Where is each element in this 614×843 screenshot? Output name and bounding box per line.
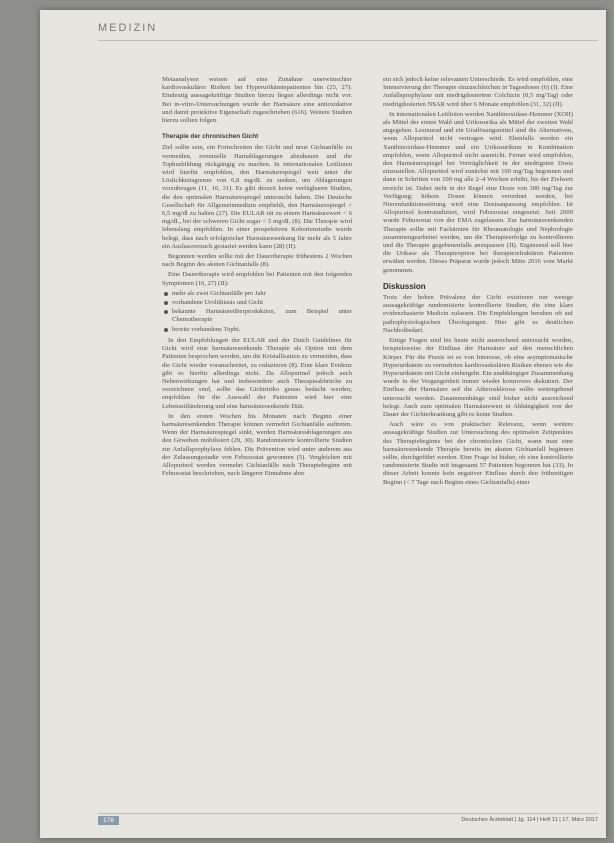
paragraph: ein sich jedoch keine relevanten Unterschiede. Es wird empfohlen, eine Intensivierung der Therapie einzuschleichen in Tagesdosen (6) (I). Eine Anfallsprophylaxe mit niedrigdosiertem Colchicin (0,5 mg/Tag) oder niedrigdosierten NSAR wird über 6 Monate empfohlen (31, 32) (II).: [383, 76, 573, 108]
left-column: [162, 76, 352, 480]
list-item: bereits vorhandene Tophi.: [162, 326, 352, 334]
paragraph: Auch wäre es von praktischer Relevanz, wenn weitere aussagekräftige Studien zur Untersuchung des optimalen Zeitpunktes des Therapiebeginns bei der chronischen Gicht, wann man eine harnsäuresenkende Therapie bereits im akuten Gichtanfall beginnen sollte, durchgeführt werden. Eine Frage ist bisher, ob eine kontrollierte randomisierte Studie mit insgesamt 57 Patienten begonnen hat (33). In dieser Arbeit konnte kein negativer Einfluss durch den frühzeitigen Beginn (< 7 Tage nach Beginn eines Gichtanfalls) einer: [383, 421, 573, 486]
subheading: Therapie der chronischen Gicht: [162, 133, 259, 141]
list-item: bekannte Harnsäureüberproduktion, zum Beispiel unter Chemotherapie: [162, 308, 352, 324]
list-item: mehr als zwei Gichtanfälle pro Jahr: [162, 290, 352, 298]
section-heading: Diskussion: [383, 281, 426, 291]
right-column: [383, 76, 573, 489]
paragraph: Einige Fragen sind bis heute nicht ausreichend untersucht worden, beispielsweise der Einfluss der Harnsäure auf den menschlichen Körper. Für die Praxis ist es von Interesse, ob eine asymptomatische Hyperurikämie zu vermehrten kardiovaskulären Risiken ebenso wie die Hyperurikämie mit Gicht einhergeht. Ein unabhängiger Zusammenhang wurde in der Vergangenheit immer wieder kontrovers diskutiert. Der Einfluss der Harnsäure auf die Atherosklerose sollte weitergehend untersucht werden. Zusammenhänge sind bisher nicht ausreichend belegt. Auch zum optimalen Harnsäurewert in Abhängigkeit von der Dauer der Gichterkrankung gibt es keine Studien.: [383, 337, 573, 418]
paragraph: In internationalen Leitlinien werden Xanthinoxidase-Hemmer (XOH) als Mittel der ersten Wahl und Urikosurika als Mittel der zweiten Wahl angegeben. Lesinurad und ein Uratlösungsmittel sind die Alternativen, wenn Allopurinol nicht vertragen wird. Ebenfalls werden ein Xanthinoxidase-Hemmer und ein Urikosurikum in Kombination empfohlen, wenn Allopurinol nicht ausreicht. Ferner wird empfohlen, den Harnsäurespiegel bei Verträglichkeit in der niedrigsten Dosis einzustellen. Allopurinol wird zunächst mit 100 mg/Tag begonnen und dann in Schritten von 100 mg alle 2–4 Wochen erhöht, bis der Zielwert erreicht ist. Dabei steht in der Regel eine Dosis von 300 mg/Tag zur Verfügung; höhere Dosen können verordnet werden, bei Nierenfunktionsstörung wird eine Dosisanpassung empfohlen. Ist Allopurinol kontraindiziert, wird Febuxostat eingesetzt. Seit 2009 wurde Febuxostat von der EMA zugelassen. Zur harnsäuresenkenden Therapie sollte mit Fachärzten für Rheumatologie und Nephrologie zusammengearbeitet werden, um die Therapieerfolge zu kontrollieren und die Therapie gegebenenfalls anzupassen (II). Ergänzend soll hier die Urikase als Therapieoption bei therapierefraktären Patienten erwähnt werden. Dieses Präparat wurde jedoch Mitte 2016 vom Markt genommen.: [383, 110, 573, 274]
journal-citation: Deutsches Ärzteblatt | Jg. 114 | Heft 11 | 17. März 2017: [461, 817, 598, 823]
paragraph: Ziel sollte sein, ein Fortschreiten der Gicht und neue Gichtanfälle zu vermeiden, eventuelle Harnablagerungen abzubauen und die Tophusbildung rückgängig zu machen. In internationalen Leitlinien wird hierfür empfohlen, den Harnsäurespiegel weit unter die Löslichkeitsgrenze von 6,8 mg/dL zu senken, um Ablagerungen vorzubeugen (11, 16, 31). Es gibt derzeit keine verfügbaren Studien, die den optimalen Harnsäurespiegel untersucht haben. Die Deutsche Gesellschaft für Allgemeinmedizin empfiehlt, den Harnsäurespiegel < 6,5 mg/dl zu halten (27). Die EULAR rät zu einem Harnsäurewert < 6 mg/dL, bei der schweren Gicht sogar < 5 mg/dL (8). Die Therapie wird lebenslang empfohlen. In einer prospektiven Kohortenstudie wurde belegt, dass nach erfolgreicher Harnsäuresenkung für mehr als 5 Jahre ein Auslassversuch gestartet werden kann (28) (II).: [162, 144, 352, 250]
paragraph: In den Empfehlungen der EULAR und der Dutch Guidelines für Gicht wird eine harnsäuresenkende Therapie als Option mit dem Patienten besprochen werden, um die Kristallisation zu vermeiden, dass die Gicht wieder voranschreitet, zu reduzieren (8). Eine klare Evidenz gibt es hierfür allerdings nicht. Da Allopurinol jedoch auch Nebenwirkungen hat und insbesondere auch Therapieabbrüche zu verzeichnen sind, sollte das Gichtrisiko genau bedacht werden; empfohlen für die Auswahl der Patienten wird hier eine Lebensstiländerung und eine harnsäuresenkende Diät.: [162, 336, 352, 410]
symptom-list: [162, 290, 352, 334]
paragraph: Eine Dauertherapie wird empfohlen bei Patienten mit den folgenden Symptomen (16, 27) (II):: [162, 271, 352, 287]
paragraph: Trotz der hohen Prävalenz der Gicht existieren nur wenige aussagekräftige randomisierte kontrollierte Studien, die eine klare evidenzbasierte Medizin zulassen. Die Empfehlungen beruhen oft auf pathophysiologischen Überlegungen. Hier gibt es deutlichen Nachholbedarf.: [383, 294, 573, 334]
journal-page: [40, 10, 606, 838]
paragraph: Begonnen werden sollte mit der Dauertherapie frühestens 2 Wochen nach Beginn des akuten Gichtanfalls (8).: [162, 253, 352, 269]
page-number: 178: [98, 816, 119, 825]
list-item: vorhandene Urolithiasis und Gicht: [162, 299, 352, 307]
paragraph: In den ersten Wochen bis Monaten nach Beginn einer harnsäuresenkenden Therapie können vermehrt Gichtanfälle auftreten. Wenn der Harnsäurespiegel sinkt, werden Harnsäureablagerungen aus den Geweben mobilisiert (29, 30). Randomisierte kontrollierte Studien zur Anfallsprophylaxe fehlen. Die Prävention wird unter anderem aus der Zulassungsstudie von Febuxostat gewonnen (5). Vergleichen mit Allopurinol werden vermehrt Gichtanfälle nach Therapiebeginn mit Febuxostat beschrieben, nach längerer Einnahme aber: [162, 412, 352, 478]
header-divider: [98, 40, 598, 41]
footer-divider: [98, 813, 598, 814]
paragraph: Metaanalysen weisen auf eine Zunahme unerwünschter kardiovaskulärer Risiken bei Hyperurikämiepatienten hin (25, 27). Eindeutig aussagekräftige Studien hierzu liegen allerdings nicht vor. Bei in-vitro-Untersuchungen wurde der Harnsäure eine antioxidative und damit protektive Eigenschaft zugeschrieben (616). Weitere Studien hierzu sollten folgen.: [162, 76, 352, 125]
section-header: MEDIZIN: [98, 22, 158, 34]
